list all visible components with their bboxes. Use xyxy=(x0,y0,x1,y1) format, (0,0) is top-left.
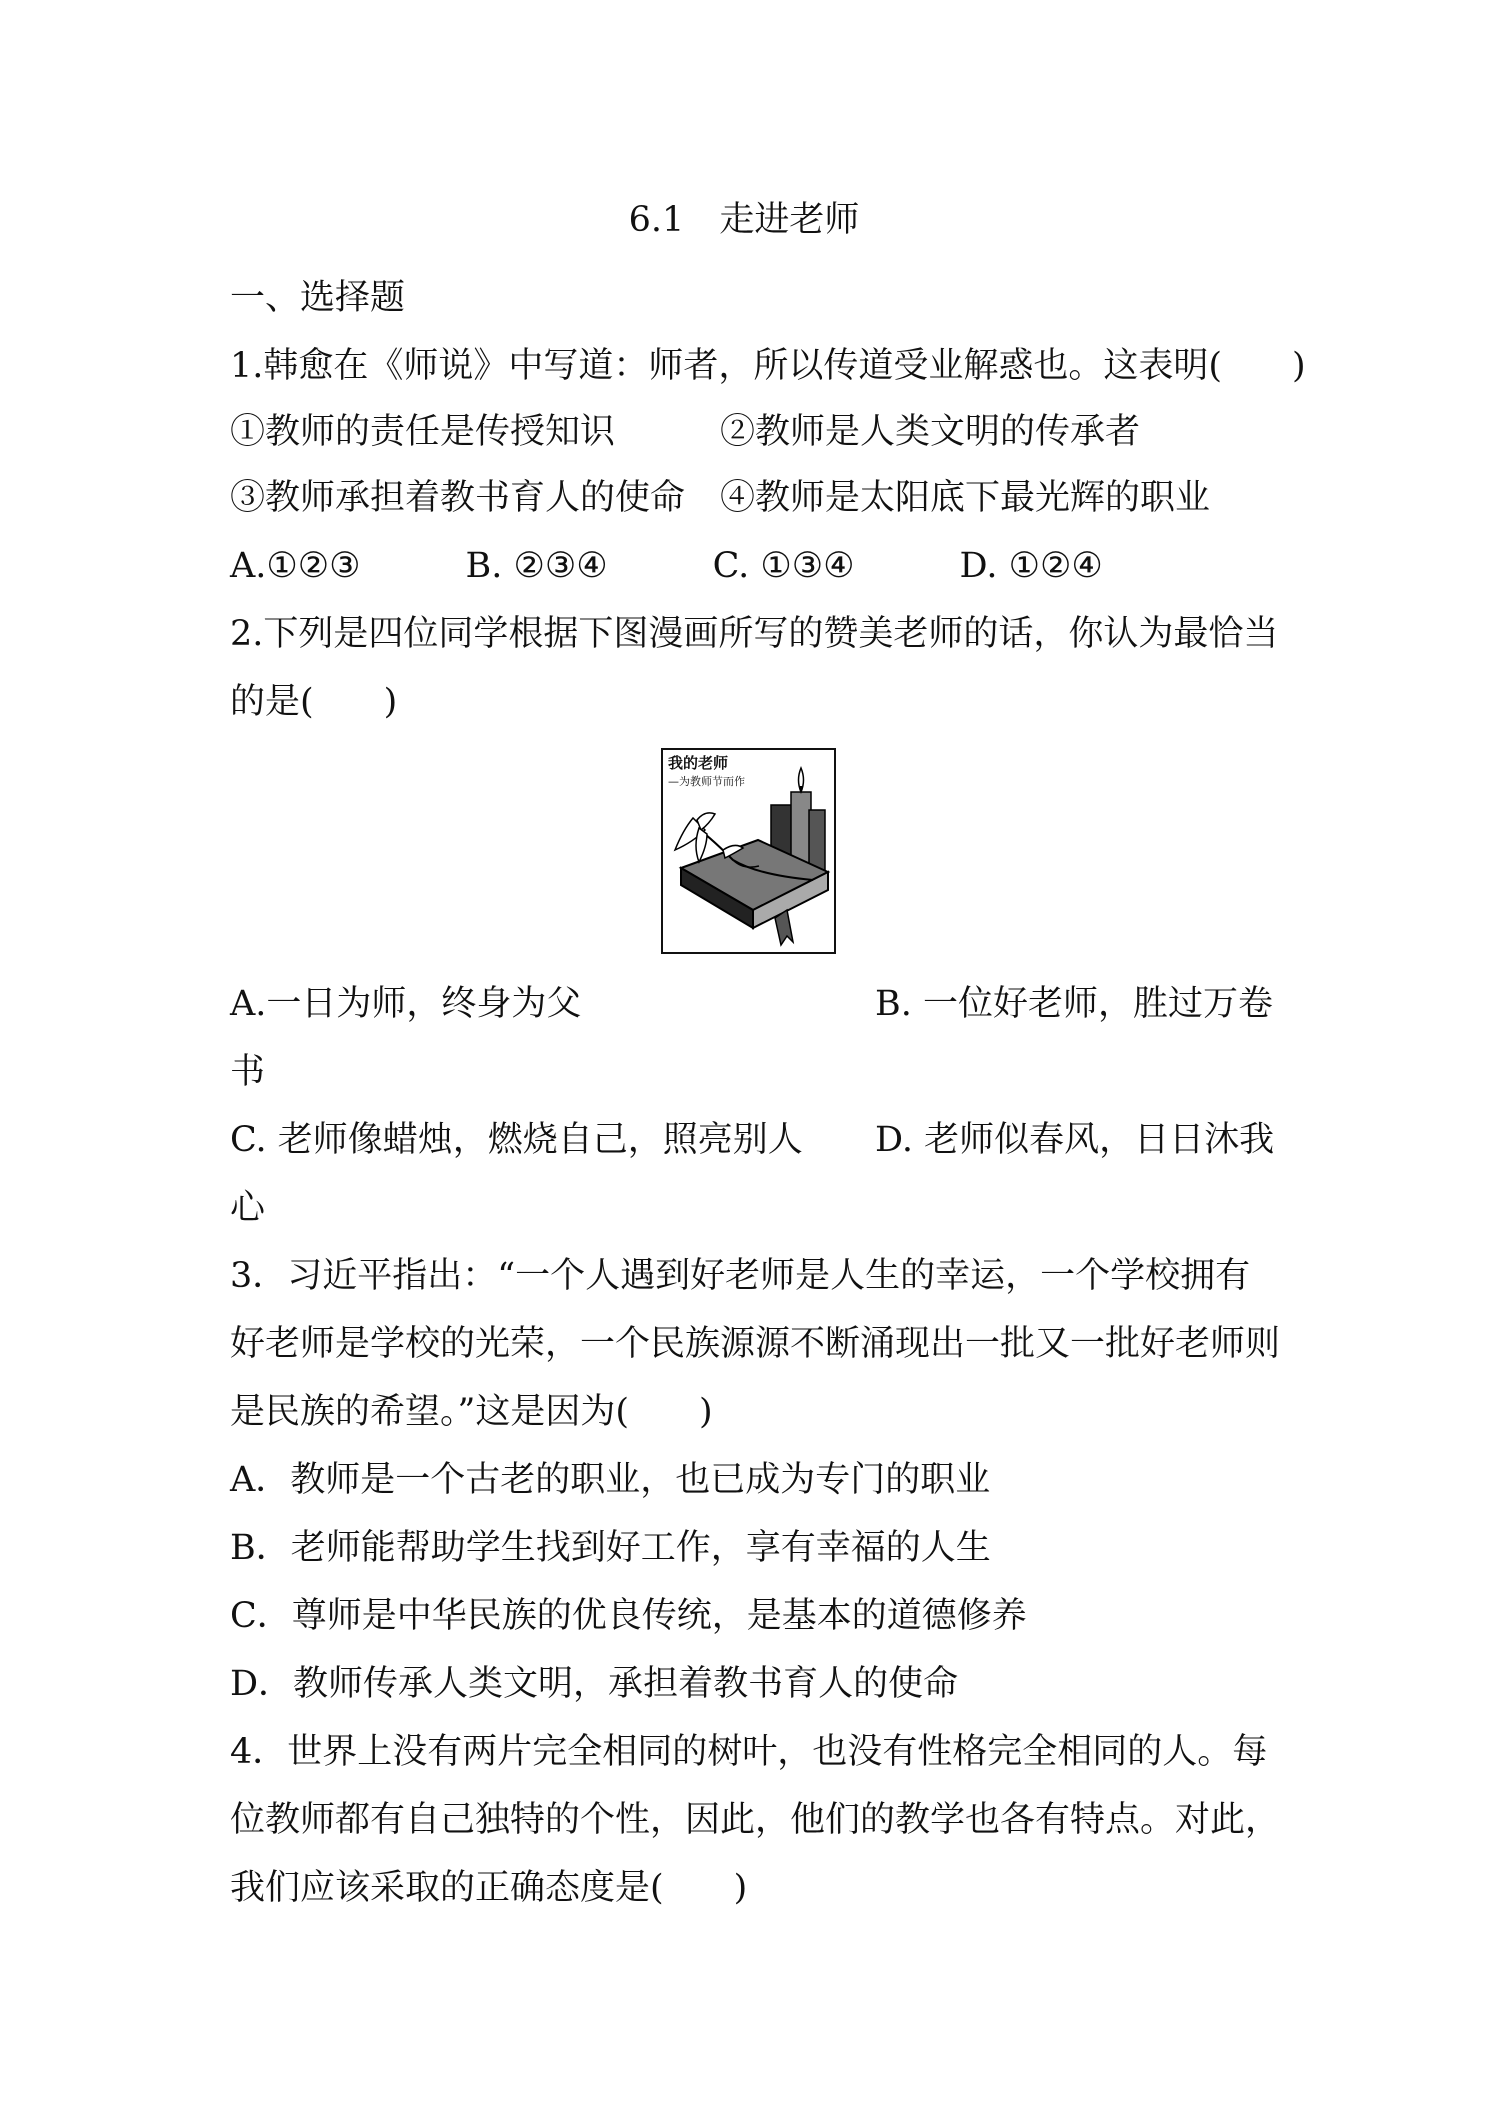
q2-option-a: A.一日为师，终身为父 xyxy=(230,984,582,1024)
q4-stem-line2: 位教师都有自己独特的个性，因此，他们的教学也各有特点。对此， xyxy=(230,1800,1281,1840)
q2-stem-line1: 2.下列是四位同学根据下图漫画所写的赞美老师的话，你认为最恰当 xyxy=(230,614,1279,654)
section-heading: 一、选择题 xyxy=(230,278,406,318)
page-title: 6.1 走进老师 xyxy=(628,200,860,240)
image-subcaption: —为教师节而作 xyxy=(668,775,745,788)
q4-stem-line3: 我们应该采取的正确态度是( ) xyxy=(230,1868,748,1908)
q3-option-a: A．教师是一个古老的职业，也已成为专门的职业 xyxy=(230,1460,991,1500)
q1-item-1: ①教师的责任是传授知识 xyxy=(230,412,616,452)
q2-option-d-wrap: 心 xyxy=(230,1188,266,1228)
q2-option-d: D. 老师似春风，日日沐我 xyxy=(875,1120,1275,1160)
q4-stem-line1: 4．世界上没有两片完全相同的树叶，也没有性格完全相同的人。每 xyxy=(230,1732,1268,1772)
q2-option-b: B. 一位好老师，胜过万卷 xyxy=(875,984,1273,1024)
q1-options: A.①②③ B. ②③④ C. ①③④ D. ①②④ xyxy=(230,546,1103,586)
q3-option-b: B．老师能帮助学生找到好工作，享有幸福的人生 xyxy=(230,1528,991,1568)
q3-stem-line2: 好老师是学校的光荣，一个民族源源不断涌现出一批又一批好老师则 xyxy=(230,1324,1281,1364)
q1-item-4: ④教师是太阳底下最光辉的职业 xyxy=(720,478,1211,518)
q1-stem: 1.韩愈在《师说》中写道：师者，所以传道受业解惑也。这表明( ) xyxy=(230,346,1306,386)
q2-stem-line2: 的是( ) xyxy=(230,682,398,722)
q2-option-b-wrap: 书 xyxy=(230,1052,266,1092)
q3-stem-line3: 是民族的希望。”这是因为( ) xyxy=(230,1392,713,1432)
q2-option-c: C. 老师像蜡烛，燃烧自己，照亮别人 xyxy=(230,1120,803,1160)
q3-stem-line1: 3．习近平指出：“一个人遇到好老师是人生的幸运，一个学校拥有 xyxy=(230,1256,1251,1296)
image-caption: 我的老师 xyxy=(668,754,729,772)
q3-option-d: D．教师传承人类文明，承担着教书育人的使命 xyxy=(230,1664,959,1704)
q3-option-c: C．尊师是中华民族的优良传统，是基本的道德修养 xyxy=(230,1596,1027,1636)
q1-item-3: ③教师承担着教书育人的使命 xyxy=(230,478,686,518)
q1-item-2: ②教师是人类文明的传承者 xyxy=(720,412,1141,452)
teacher-cartoon-image xyxy=(661,748,836,954)
